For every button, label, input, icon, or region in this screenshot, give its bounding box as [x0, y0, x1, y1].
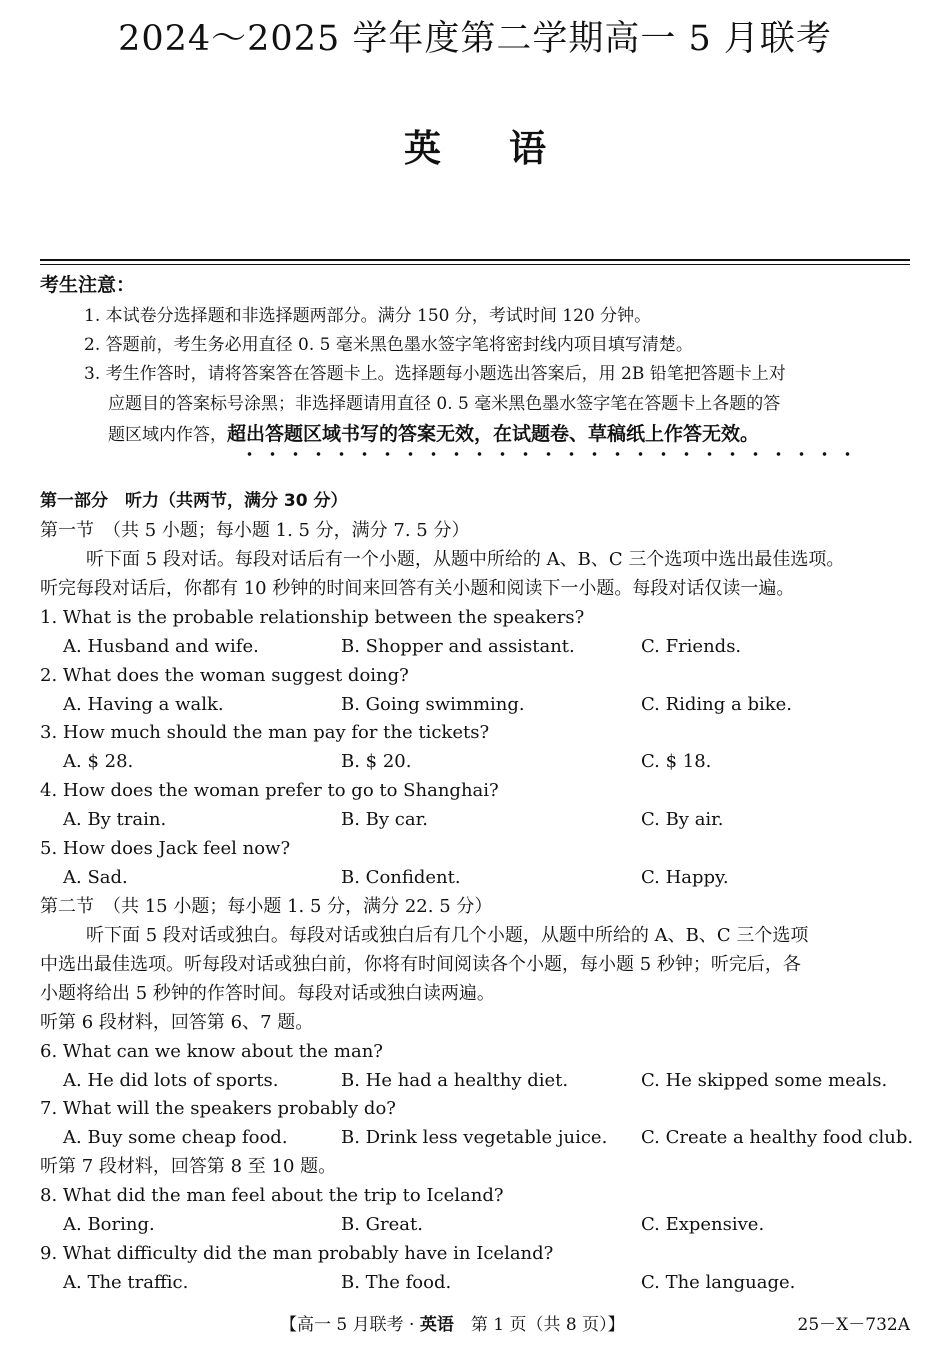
- emphasis-dots: [238, 450, 868, 458]
- material-6-heading: 听第 6 段材料，回答第 6、7 题。: [40, 1012, 314, 1033]
- option-b: B. By car.: [341, 809, 428, 830]
- option-a: A. Sad.: [63, 867, 128, 888]
- option-b: B. Going swimming.: [341, 694, 525, 715]
- notice-item-3-line-2: 应题目的答案标号涂黑；非选择题请用直径 0. 5 毫米黑色墨水签字笔在答题卡上各题的答: [108, 394, 781, 414]
- section2-instruction-line-1: 听下面 5 段对话或独白。每段对话或独白后有几个小题，从题中所给的 A、B、C 三个选项: [86, 925, 809, 946]
- notice-heading: 考生注意：: [40, 274, 136, 296]
- option-c: C. Create a healthy food club.: [641, 1127, 914, 1148]
- notice-item-1: 1. 本试卷分选择题和非选择题两部分。满分 150 分，考试时间 120 分钟。: [84, 306, 652, 326]
- option-a: A. The traffic.: [63, 1272, 189, 1293]
- question-1: 1. What is the probable relationship between the speakers?: [40, 607, 585, 628]
- option-b: B. Shopper and assistant.: [341, 636, 575, 657]
- notice-item-3-line-3: [108, 420, 934, 450]
- option-b: B. $ 20.: [341, 751, 412, 772]
- option-b: B. Great.: [341, 1214, 423, 1235]
- header-divider-thin: [40, 264, 910, 265]
- option-a: A. Buy some cheap food.: [63, 1127, 288, 1148]
- header-divider-thick: [40, 259, 910, 261]
- question-2: 2. What does the woman suggest doing?: [40, 665, 409, 686]
- section1-instruction-line-2: 听完每段对话后，你都有 10 秒钟的时间来回答有关小题和阅读下一小题。每段对话仅读一遍。: [40, 578, 795, 599]
- notice-item-3-emphasis: 超出答题区域书写的答案无效，在试题卷、草稿纸上作答无效。: [227, 423, 760, 445]
- section1-instruction-line-1: 听下面 5 段对话。每段对话后有一个小题，从题中所给的 A、B、C 三个选项中选出最佳选项。: [86, 549, 845, 570]
- footer-exam-label: 【高一 5 月联考 ·: [280, 1315, 420, 1335]
- section2-instruction-line-3: 小题将给出 5 秒钟的作答时间。每段对话或独白读两遍。: [40, 983, 495, 1004]
- section1-title: 第一节 （共 5 小题；每小题 1. 5 分，满分 7. 5 分）: [40, 520, 470, 541]
- section2-title: 第二节 （共 15 小题；每小题 1. 5 分，满分 22. 5 分）: [40, 896, 493, 917]
- part1-title: 第一部分 听力（共两节，满分 30 分）: [40, 491, 348, 511]
- question-6: 6. What can we know about the man?: [40, 1041, 383, 1062]
- option-b: B. He had a healthy diet.: [341, 1070, 569, 1091]
- option-b: B. Confident.: [341, 867, 461, 888]
- footer-paper-code: 25－X－732A: [797, 1315, 910, 1335]
- option-c: C. The language.: [641, 1272, 796, 1293]
- option-a: A. $ 28.: [63, 751, 134, 772]
- question-5: 5. How does Jack feel now?: [40, 838, 291, 859]
- option-c: C. Friends.: [641, 636, 742, 657]
- option-b: B. The food.: [341, 1272, 452, 1293]
- option-c: C. He skipped some meals.: [641, 1070, 888, 1091]
- option-a: A. Husband and wife.: [63, 636, 259, 657]
- notice-item-3-plain: 题区域内作答，: [108, 425, 227, 445]
- option-c: C. By air.: [641, 809, 724, 830]
- footer-page-info: [280, 1312, 680, 1338]
- option-b: B. Drink less vegetable juice.: [341, 1127, 608, 1148]
- option-a: A. Boring.: [63, 1214, 155, 1235]
- footer-subject: 英语: [419, 1315, 454, 1335]
- question-4: 4. How does the woman prefer to go to Shanghai?: [40, 780, 499, 801]
- option-c: C. $ 18.: [641, 751, 712, 772]
- material-7-heading: 听第 7 段材料，回答第 8 至 10 题。: [40, 1156, 337, 1177]
- option-a: A. By train.: [63, 809, 167, 830]
- notice-item-3-line-1: 3. 考生作答时，请将答案答在答题卡上。选择题每小题选出答案后，用 2B 铅笔把答题卡上对: [84, 364, 786, 384]
- question-9: 9. What difficulty did the man probably have in Iceland?: [40, 1243, 554, 1264]
- notice-item-2: 2. 答题前，考生务必用直径 0. 5 毫米黑色墨水签字笔将密封线内项目填写清楚。: [84, 335, 693, 355]
- exam-title: 2024～2025 学年度第二学期高一 5 月联考: [118, 19, 832, 59]
- option-c: C. Happy.: [641, 867, 729, 888]
- option-c: C. Riding a bike.: [641, 694, 793, 715]
- subject-title: 英语: [404, 127, 614, 170]
- question-8: 8. What did the man feel about the trip to Iceland?: [40, 1185, 504, 1206]
- option-c: C. Expensive.: [641, 1214, 765, 1235]
- option-a: A. Having a walk.: [63, 694, 224, 715]
- option-a: A. He did lots of sports.: [63, 1070, 279, 1091]
- question-7: 7. What will the speakers probably do?: [40, 1098, 396, 1119]
- footer-page-number: 第 1 页（共 8 页）】: [453, 1315, 625, 1335]
- question-3: 3. How much should the man pay for the tickets?: [40, 722, 490, 743]
- section2-instruction-line-2: 中选出最佳选项。听每段对话或独白前，你将有时间阅读各个小题，每小题 5 秒钟；听完后，各: [40, 954, 801, 975]
